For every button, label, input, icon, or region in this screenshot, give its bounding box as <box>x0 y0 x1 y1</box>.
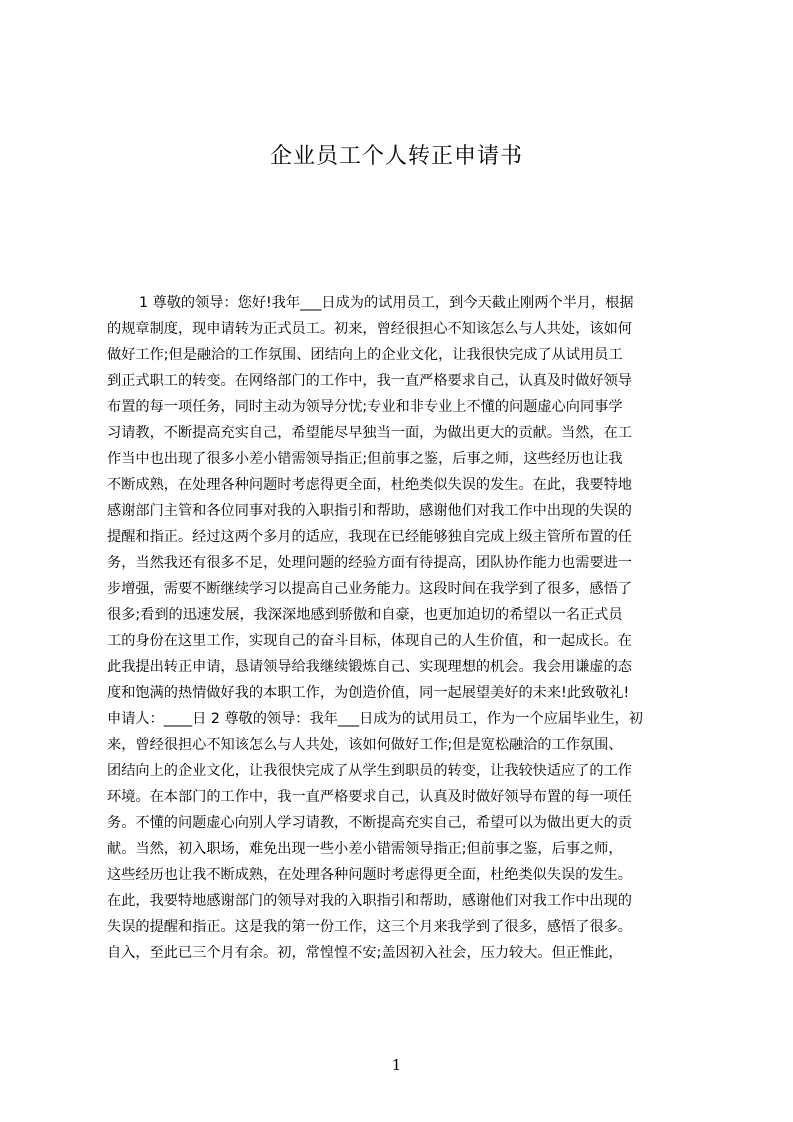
body-line: 1 尊敬的领导：您好!我年___日成为的试用员工，到今天截止刚两个半月，根据 <box>139 295 634 311</box>
body-line: 来，曾经很担心不知该怎么与人共处，该如何做好工作;但是宽松融洽的工作氛围、 <box>107 737 623 753</box>
body-line: 到正式职工的转变。在网络部门的工作中，我一直严格要求自己，认真及时做好领导 <box>107 373 632 389</box>
body-line: 自入，至此已三个月有余。初，常惶惶不安;盖因初入社会，压力较大。但正惟此， <box>107 945 623 961</box>
body-line: 务，当然我还有很多不足，处理问题的经验方面有待提高，团队协作能力也需要进一 <box>107 555 632 571</box>
body-line: 很多;看到的迅速发展，我深深地感到骄傲和自豪，也更加迫切的希望以一名正式员 <box>107 607 623 623</box>
body-line: 献。当然，初入职场，难免出现一些小差小错需领导指正;但前事之鉴，后事之师， <box>107 841 623 857</box>
body-line: 工的身份在这里工作，实现自己的奋斗目标，体现自己的人生价值，和一起成长。在 <box>107 633 632 649</box>
body-line: 此我提出转正申请，恳请领导给我继续锻炼自己、实现理想的机会。我会用谦虚的态 <box>107 659 632 675</box>
body-line: 布置的每一项任务，同时主动为领导分忧;专业和非专业上不懂的问题虚心向同事学 <box>107 399 623 415</box>
body-line: 申请人：____日 2 尊敬的领导：我年___日成为的试用员工，作为一个应届毕业生，初 <box>107 711 643 727</box>
body-line: 度和饱满的热情做好我的本职工作，为创造价值，同一起展望美好的未来!此致敬礼! <box>107 685 630 701</box>
body-line: 环境。在本部门的工作中，我一直严格要求自己，认真及时做好领导布置的每一项任 <box>107 789 632 805</box>
body-line: 这些经历也让我不断成熟，在处理各种问题时考虑得更全面，杜绝类似失误的发生。 <box>107 867 632 883</box>
body-line: 习请教，不断提高充实自己，希望能尽早独当一面，为做出更大的贡献。当然，在工 <box>107 425 632 441</box>
body-line: 不断成熟，在处理各种问题时考虑得更全面，杜绝类似失误的发生。在此，我要特地 <box>107 477 632 493</box>
body-line: 团结向上的企业文化，让我很快完成了从学生到职员的转变，让我较快适应了的工作 <box>107 763 632 779</box>
body-line: 作当中也出现了很多小差小错需领导指正;但前事之鉴，后事之师，这些经历也让我 <box>107 451 623 467</box>
body-line: 失误的提醒和指正。这是我的第一份工作，这三个月来我学到了很多，感悟了很多。 <box>107 919 632 935</box>
body-line: 的规章制度，现申请转为正式员工。初来，曾经很担心不知该怎么与人共处，该如何 <box>107 321 632 337</box>
body-line: 提醒和指正。经过这两个多月的适应，我现在已经能够独自完成上级主管所布置的任 <box>107 529 632 545</box>
body-line: 步增强，需要不断继续学习以提高自己业务能力。这段时间在我学到了很多，感悟了 <box>107 581 632 597</box>
document-title: 企业员工个人转正申请书 <box>269 144 523 169</box>
body-line: 在此，我要特地感谢部门的领导对我的入职指引和帮助，感谢他们对我工作中出现的 <box>107 893 632 909</box>
page-number: 1 <box>391 1056 402 1074</box>
body-line: 务。不懂的问题虚心向别人学习请教，不断提高充实自己，希望可以为做出更大的贡 <box>107 815 632 831</box>
body-text <box>107 290 707 966</box>
body-line: 做好工作;但是融洽的工作氛围、团结向上的企业文化，让我很快完成了从试用员工 <box>107 347 623 363</box>
body-line: 感谢部门主管和各位同事对我的入职指引和帮助，感谢他们对我工作中出现的失误的 <box>107 503 632 519</box>
